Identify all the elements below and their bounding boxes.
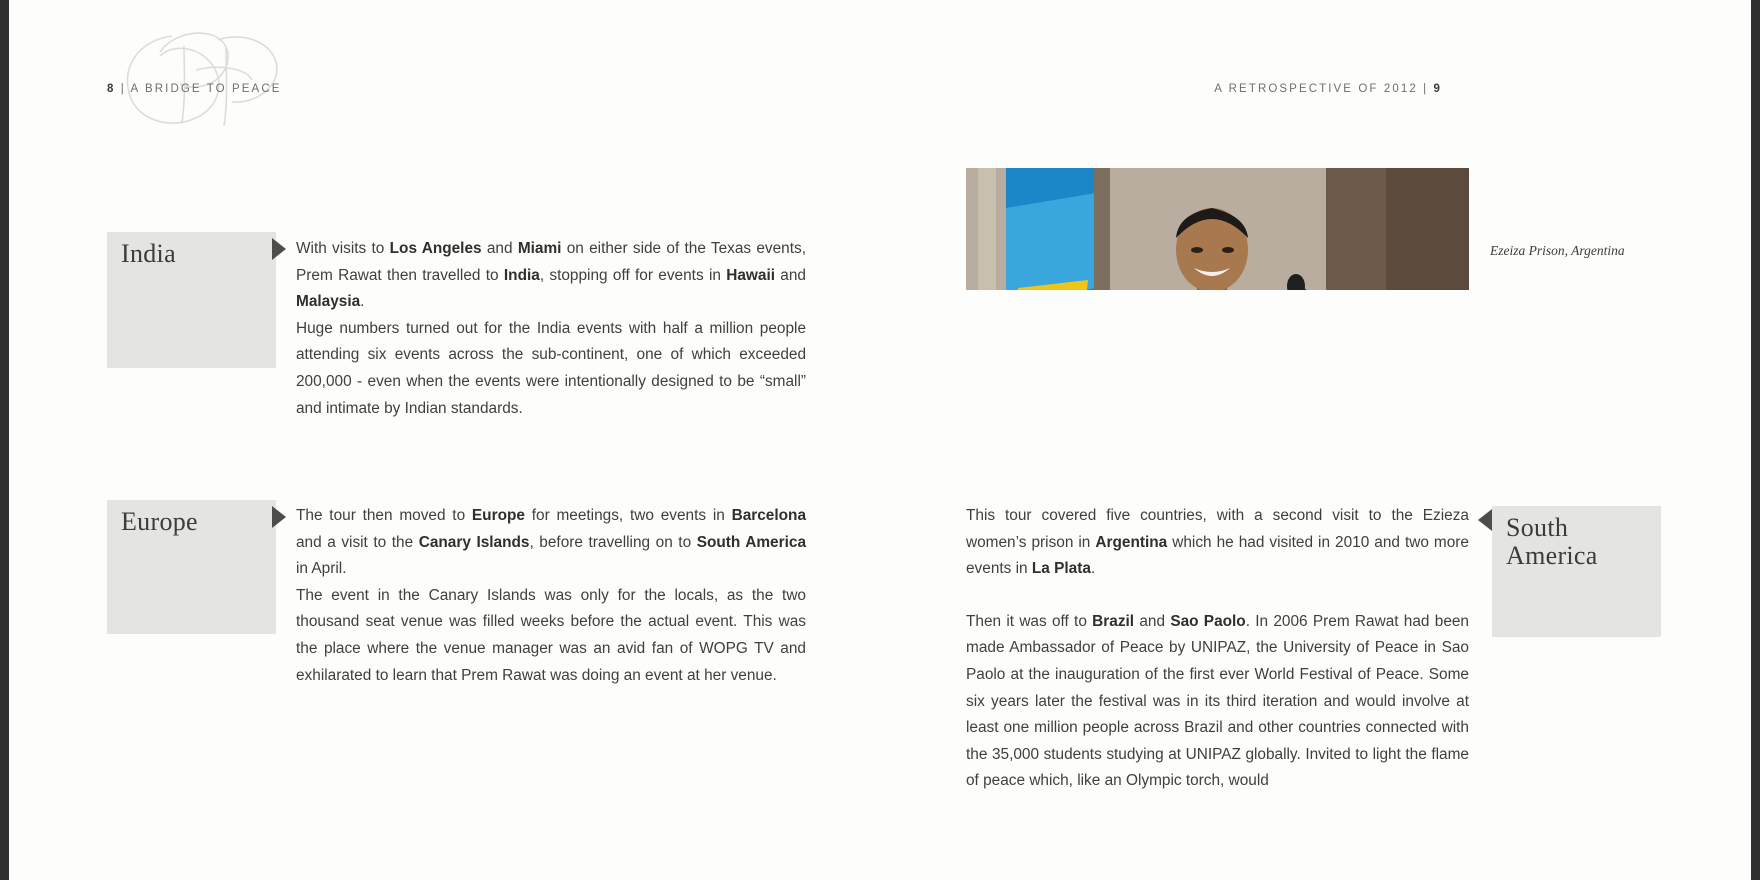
section-label-india: [107, 232, 276, 368]
page-number-right: 9: [1433, 83, 1442, 95]
body-text-india: [296, 236, 806, 422]
section-arrow-europe-icon: [272, 506, 286, 528]
bp-monogram-watermark-icon: [100, 18, 310, 133]
running-head-right: [1214, 83, 1442, 95]
page-edge-right: [1751, 0, 1760, 880]
paragraph-south-america-2: Then it was off to Brazil and Sao Paolo. In 2006 Prem Rawat had been made Ambassador of Peace by UNIPAZ, the University of Peace in Sao Paolo at the inauguration of the first ever World Festival of Peace. Some six years later the festival was in its third iteration and would involve at least one million people across Brazil and other countries connected with the 35,000 students studying at UNIPAZ globally. Invited to light the flame of peace which, like an Olympic torch, would: [966, 612, 1469, 790]
paragraph-india-1: With visits to Los Angeles and Miami on either side of the Texas events, Prem Rawat then travelled to India, stopping off for events in Hawaii and Malaysia.: [296, 240, 806, 311]
running-head-right-text: A RETROSPECTIVE OF 2012 |: [1214, 83, 1429, 95]
section-arrow-india-icon: [272, 238, 286, 260]
running-head-left-text: | A BRIDGE TO PEACE: [120, 83, 282, 95]
page-number-left: 8: [107, 83, 116, 95]
paragraph-europe-2: The event in the Canary Islands was only for the locals, as the two thousand seat venue was filled weeks before the actual event. This was the place where the venue manager was an avid fan of WOPG TV and exhilarated to learn that Prem Rawat was doing an event at her venue.: [296, 586, 806, 684]
south-america-line2: America: [1506, 541, 1598, 571]
south-america-line1: South: [1506, 513, 1569, 542]
photo-image: [966, 168, 1469, 290]
body-text-south-america: [966, 503, 1469, 795]
paragraph-india-2: Huge numbers turned out for the India events with half a million people attending six events across the sub-continent, one of which exceeded 200,000 - even when the events were intentionally designed to be “small” and intimate by Indian standards.: [296, 319, 806, 417]
section-label-india-text: India: [121, 239, 176, 268]
photo-caption: Ezeiza Prison, Argentina: [1490, 243, 1625, 258]
section-label-europe-text: Europe: [121, 507, 198, 536]
body-text-europe: [296, 503, 806, 689]
paragraph-south-america-1: This tour covered five countries, with a second visit to the Ezieza women’s prison in Argentina which he had visited in 2010 and two more events in La Plata.: [966, 507, 1469, 578]
section-label-south-america: [1492, 506, 1661, 637]
running-head-left: [107, 83, 282, 95]
section-label-south-america-text: [1506, 514, 1598, 570]
page-edge-left: [0, 0, 9, 880]
paragraph-europe-1: The tour then moved to Europe for meetings, two events in Barcelona and a visit to the Canary Islands, before travelling on to South America in April.: [296, 507, 807, 578]
section-arrow-south-america-icon: [1478, 509, 1492, 531]
photo-prem-rawat-podium: [966, 168, 1469, 290]
section-label-europe: [107, 500, 276, 634]
